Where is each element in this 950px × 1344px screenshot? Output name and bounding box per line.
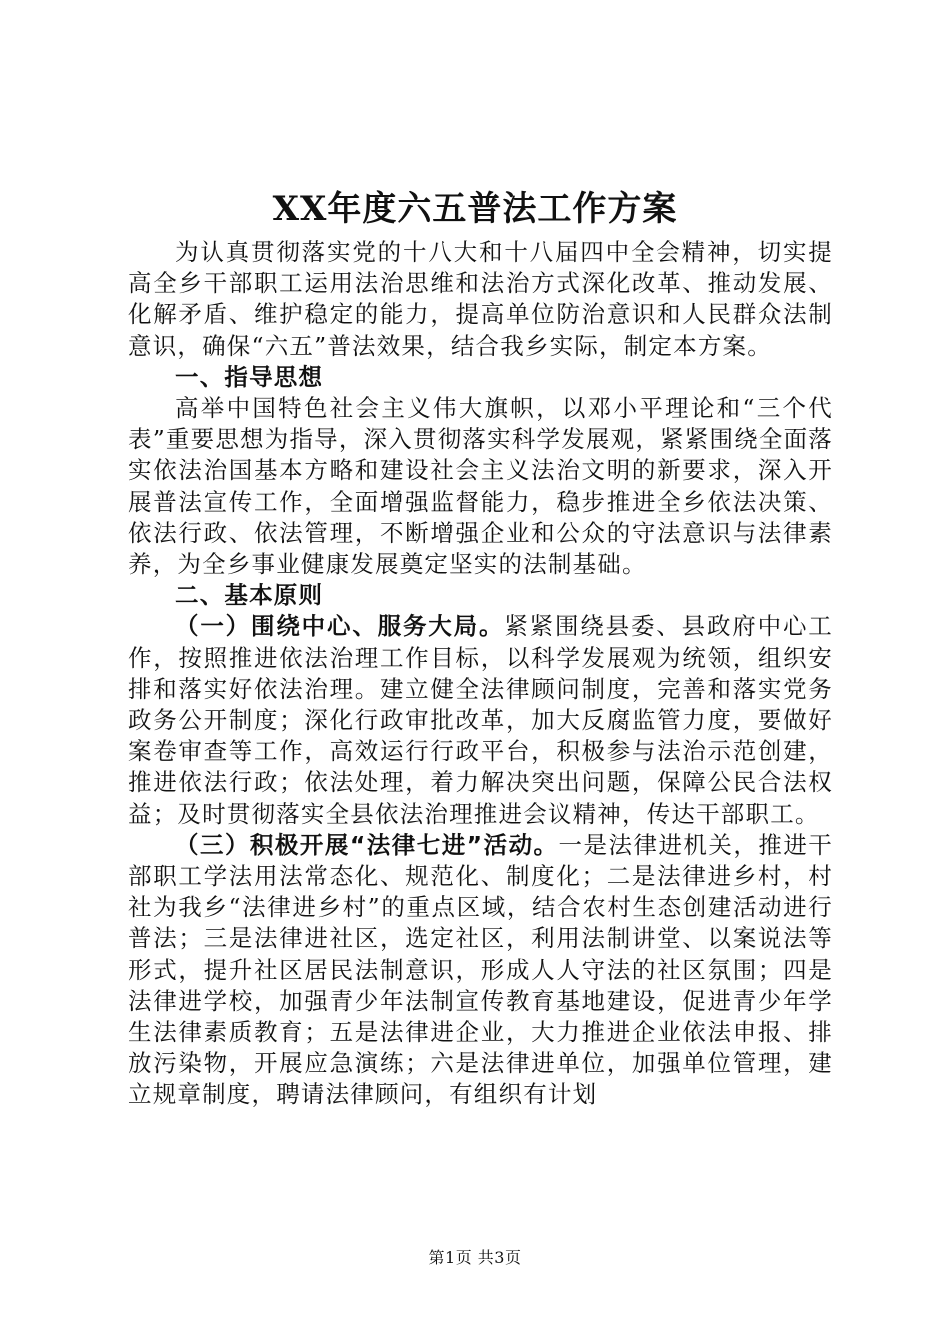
section-heading-basic-principles: 二、基本原则 [175, 581, 324, 610]
page-footer: 第1页 共3页 [428, 1248, 522, 1267]
principle-paragraph-3 [128, 830, 833, 1111]
document-body [128, 237, 833, 1111]
section-heading-guiding-ideology: 一、指导思想 [175, 362, 324, 391]
principle-lead-1: （一）围绕中心、服务大局。 [175, 612, 505, 641]
principle-paragraph-1 [128, 611, 833, 829]
document-title: XX年度六五普法工作方案 [272, 189, 678, 229]
intro-paragraph: 为认真贯彻落实党的十八大和十八届四中全会精神，切实提高全乡干部职工运用法治思维和法治方式深化改革、推动发展、化解矛盾、维护稳定的能力，提高单位防治意识和人民群众法制意识，确保“六五”普法效果，结合我乡实际，制定本方案。 [128, 238, 833, 360]
section-paragraph-guiding-ideology: 高举中国特色社会主义伟大旗帜，以邓小平理论和“三个代表”重要思想为指导，深入贯彻落实科学发展观，紧紧围绕全面落实依法治国基本方略和建设社会主义法治文明的新要求，深入开展普法宣传工作，全面增强监督能力，稳步推进全乡依法决策、依法行政、依法管理，不断增强企业和公众的守法意识与法律素养，为全乡事业健康发展奠定坚实的法制基础。 [128, 394, 833, 579]
principle-lead-3: （三）积极开展“法律七进”活动。 [175, 830, 559, 859]
principle-text-1: 紧紧围绕县委、县政府中心工作，按照推进依法治理工作目标，以科学发展观为统领，组织安排和落实好依法治理。建立健全法律顾问制度，完善和落实党务政务公开制度；深化行政审批改革，加大反腐监管力度，要做好案卷审查等工作，高效运行行政平台，积极参与法治示范创建，推进依法行政；依法处理，着力解决突出问题，保障公民合法权益；及时贯彻落实全县依法治理推进会议精神，传达干部职工。 [128, 612, 833, 828]
principle-text-3: 一是法律进机关，推进干部职工学法用法常态化、规范化、制度化；二是法律进乡村，村社为我乡“法律进乡村”的重点区域，结合农村生态创建活动进行普法；三是法律进社区，选定社区，利用法制讲堂、以案说法等形式，提升社区居民法制意识，形成人人守法的社区氛围；四是法律进学校，加强青少年法制宣传教育基地建设，促进青少年学生法律素质教育；五是法律进企业，大力推进企业依法申报、排放污染物，开展应急演练；六是法律进单位，加强单位管理，建立规章制度，聘请法律顾问，有组织有计划 [128, 830, 834, 1109]
